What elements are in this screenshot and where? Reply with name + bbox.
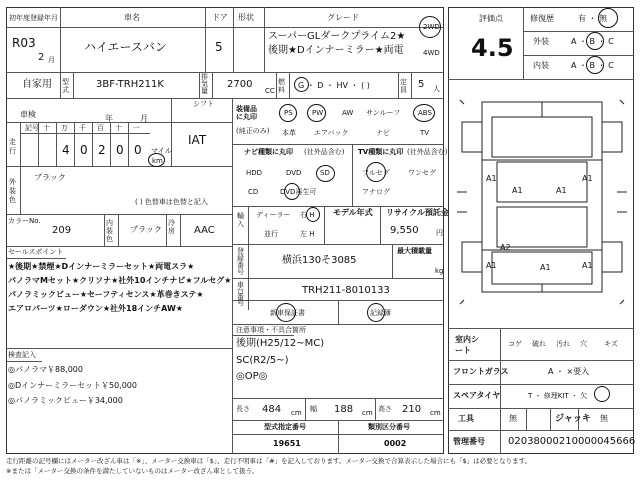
inspector-note-2: ◎Dインナーミラーセット￥50,000 bbox=[8, 381, 137, 390]
exterior-score-b-circle bbox=[586, 32, 604, 50]
tools-label: 工具 bbox=[458, 414, 474, 423]
shape-label: 形状 bbox=[238, 13, 254, 22]
import-parallel: 並行 bbox=[264, 230, 278, 238]
max-load-unit: kg bbox=[435, 267, 444, 275]
doors-value: 5 bbox=[215, 40, 223, 54]
interior-score-b-circle bbox=[586, 56, 604, 74]
displacement-label: 排気量 bbox=[201, 73, 208, 95]
equipment-item: PS bbox=[284, 109, 293, 117]
doors-label: ドア bbox=[212, 13, 228, 22]
inspection-label: 車検 bbox=[20, 110, 36, 119]
mileage-unit-header: 十 bbox=[115, 124, 122, 132]
sales-point-3: パノラミックビュー★セーフティセンス★革巻きステ★ bbox=[8, 290, 204, 299]
mileage-digit: 2 bbox=[98, 143, 106, 157]
navi-item: DVD bbox=[286, 169, 302, 177]
import-label: 輸入 bbox=[237, 212, 244, 228]
recycle-unit: 円 bbox=[436, 229, 443, 237]
shift-value: IAT bbox=[188, 133, 207, 147]
grade-label: グレード bbox=[327, 13, 359, 22]
first-reg-label: 初年度登録年月 bbox=[9, 14, 58, 22]
damage-mark-1: A1 bbox=[486, 174, 497, 183]
drive-4wd: 4WD bbox=[423, 49, 440, 57]
spare-tire-options: T ・ 修理KIT ・ 欠 bbox=[528, 392, 588, 400]
interior-score-label: 内装 bbox=[533, 61, 549, 70]
type-label: 型式 bbox=[62, 78, 69, 94]
equipment-item: AW bbox=[342, 109, 354, 117]
usage-value: 自家用 bbox=[22, 79, 52, 90]
capacity-label: 定員 bbox=[400, 78, 407, 94]
equipment-item: PW bbox=[312, 109, 324, 117]
tv-fullseg-circle bbox=[366, 162, 386, 182]
doc-record-circle bbox=[367, 303, 385, 322]
import-right-circle bbox=[306, 207, 320, 222]
model-name-label: 車名 bbox=[124, 13, 140, 22]
height-unit: cm bbox=[430, 409, 441, 417]
navi-item: CD bbox=[248, 188, 259, 196]
seat-item: キズ bbox=[604, 340, 618, 348]
notes-title: 注意事項・不具合箇所 bbox=[236, 326, 306, 334]
mileage-unit-header: 万 bbox=[61, 124, 68, 132]
front-glass-label: フロントガラス bbox=[453, 367, 509, 376]
note-line-2: SC(R2/5~) bbox=[236, 355, 289, 366]
model-name: ハイエースバン bbox=[84, 40, 167, 54]
tools-value: 無 bbox=[509, 414, 517, 423]
damage-mark-5: A1 bbox=[486, 261, 497, 270]
rating-label: 評価点 bbox=[479, 14, 503, 23]
tv-item: アナログ bbox=[362, 188, 390, 196]
management-label: 管理番号 bbox=[453, 437, 485, 446]
jack-label: ジャッキ bbox=[555, 414, 591, 424]
tv-title: TV種類に丸印 bbox=[358, 148, 404, 156]
seat-item: コゲ bbox=[508, 340, 522, 348]
first-reg-month: 2 bbox=[38, 52, 45, 63]
mileage-unit-header: 千 bbox=[79, 124, 86, 132]
seat-item: 破れ bbox=[532, 340, 546, 348]
equipment-item: 本革 bbox=[282, 129, 296, 137]
repair-options: 有 ・ 無 bbox=[578, 14, 608, 23]
navi-sd-circle bbox=[316, 165, 335, 182]
inspection-month: 月 bbox=[140, 114, 148, 123]
equip-ps-circle bbox=[279, 104, 297, 122]
equipment-item: ABS bbox=[418, 109, 432, 117]
equipment-item: ナビ bbox=[376, 129, 390, 137]
type-value: 3BF-TRH211K bbox=[96, 79, 164, 90]
mileage-digit: 0 bbox=[116, 143, 124, 157]
spare-tire-circle bbox=[594, 386, 610, 402]
damage-mark-7: A2 bbox=[500, 243, 511, 252]
mileage-digit: 4 bbox=[62, 143, 70, 157]
mileage-km-circle bbox=[148, 153, 165, 167]
color-code-label: カラーNo. bbox=[8, 217, 41, 225]
doc-manual: 新車保証書 bbox=[270, 309, 305, 317]
repair-none-circle bbox=[598, 8, 618, 28]
interior-seat-label: 室内シート bbox=[455, 335, 479, 355]
height-value: 210 bbox=[402, 404, 422, 415]
navi-item: DVD再生可 bbox=[280, 188, 317, 196]
grade-line-1: スーパーGLダークプライム2★ bbox=[268, 31, 406, 42]
exterior-color-note: ( ) 色替車は色替と記入 bbox=[135, 198, 208, 206]
chassis-label: 車台番号 bbox=[237, 281, 244, 307]
import-dealer: ディーラー bbox=[256, 211, 291, 219]
mileage-digit: 0 bbox=[80, 143, 88, 157]
tv-item: フルセグ bbox=[362, 169, 390, 177]
footer-line-1: 走行距離の記号欄にはメーター改ざん車は「※」、メーター交換車は「$」、走行不明車は「#」を記入しております。メーター交換で合算表示した場合にも「$」は必要となります。 bbox=[6, 457, 532, 465]
plate-label: 登録番号 bbox=[237, 247, 244, 276]
recycle-label: リサイクル預託金 bbox=[386, 208, 449, 217]
exterior-score-label: 外装 bbox=[533, 37, 549, 46]
plate-value: 横浜130そ3085 bbox=[282, 255, 357, 266]
import-left-h: 左 H bbox=[300, 230, 315, 238]
damage-mark-3: A1 bbox=[512, 186, 523, 195]
repair-label: 修復歴 bbox=[530, 14, 554, 23]
interior-color-value: ブラック bbox=[130, 225, 162, 234]
tv-item: ワンセグ bbox=[408, 169, 436, 177]
length-value: 484 bbox=[262, 404, 282, 415]
interior-color-label: 内装色 bbox=[106, 219, 113, 243]
rating-value: 4.5 bbox=[471, 34, 514, 62]
sales-point-4: エアロパーツ★ローダウン★社外18インチAW★ bbox=[8, 304, 183, 313]
fuel-label: 燃料 bbox=[278, 78, 285, 94]
navi-title: ナビ種類に丸印 bbox=[244, 148, 293, 156]
ac-value: AAC bbox=[194, 225, 215, 236]
sales-points-title: セールスポイント bbox=[8, 248, 64, 256]
height-label: 高さ bbox=[378, 405, 392, 413]
class-code-label: 類別区分番号 bbox=[368, 423, 410, 431]
inspection-year: 年 bbox=[105, 114, 113, 123]
front-glass-options: A ・ ×要入 bbox=[548, 367, 590, 376]
equipment-item: TV bbox=[420, 129, 430, 137]
note-line-1: 後期(H25/12~MC) bbox=[236, 338, 325, 349]
equip-pw-circle bbox=[307, 104, 326, 122]
doc-manual-circle bbox=[276, 303, 296, 322]
fuel-options: G ・ D ・ HV ・ ( ) bbox=[298, 81, 370, 90]
tv-sub: (社外品含む) bbox=[407, 148, 448, 156]
ac-label: 冷房 bbox=[168, 219, 175, 235]
doc-record: 記録簿 bbox=[370, 309, 391, 317]
import-right-h: 右 H bbox=[300, 211, 315, 219]
width-unit: cm bbox=[362, 409, 373, 417]
color-code-value: 209 bbox=[52, 225, 72, 236]
damage-mark-8: A1 bbox=[540, 263, 551, 272]
management-number: 02038000210000045666 bbox=[508, 436, 636, 447]
interior-score-options: A ・ B ・ C bbox=[571, 61, 614, 70]
chassis-value: TRH211-8010133 bbox=[302, 285, 390, 296]
max-load-label: 最大積載量 bbox=[397, 247, 432, 255]
exterior-color-value: ブラック bbox=[34, 173, 66, 182]
displacement-value: 2700 bbox=[227, 79, 253, 90]
equipment-sub: (純正のみ) bbox=[236, 127, 270, 135]
month-unit: 月 bbox=[48, 56, 55, 64]
drive-2wd-circle bbox=[419, 16, 441, 38]
exterior-score-options: A ・ B ・ C bbox=[571, 37, 614, 46]
vehicle-damage-diagram bbox=[452, 82, 632, 322]
spare-tire-label: スペアタイヤ bbox=[453, 391, 501, 400]
damage-mark-4: A1 bbox=[556, 186, 567, 195]
width-value: 188 bbox=[334, 404, 354, 415]
mileage-unit-header: 百 bbox=[97, 124, 104, 132]
sales-point-2: パノラマMセット★クリソナ★社外10インチナビ★フルセグ★ bbox=[8, 276, 232, 285]
jack-value: 無 bbox=[600, 414, 608, 423]
model-code-label: 型式指定番号 bbox=[264, 423, 306, 431]
damage-mark-2: A1 bbox=[582, 174, 593, 183]
navi-item: SD bbox=[320, 169, 330, 177]
drive-2wd: 2WD bbox=[423, 23, 440, 31]
inspector-note-1: ◎パノラマ￥88,000 bbox=[8, 365, 83, 374]
length-label: 長さ bbox=[236, 405, 250, 413]
equipment-item: サンルーフ bbox=[366, 109, 401, 117]
equip-abs-circle bbox=[413, 104, 435, 122]
inspector-note-3: ◎パノラミックビュー￥34,000 bbox=[8, 396, 123, 405]
mileage-unit-header: 一 bbox=[133, 124, 140, 132]
model-year-label: モデル年式 bbox=[333, 208, 373, 217]
capacity-value: 5 bbox=[418, 79, 425, 90]
grade-line-2: 後期★Dインナーミラー★両電 bbox=[268, 45, 404, 56]
navi-item: HDD bbox=[246, 169, 263, 177]
width-label: 幅 bbox=[310, 405, 317, 413]
exterior-color-label: 外装色 bbox=[9, 178, 16, 204]
damage-mark-6: A1 bbox=[582, 261, 593, 270]
class-code-value: 0002 bbox=[384, 439, 407, 448]
mileage-unit-km: km bbox=[152, 157, 163, 165]
mileage-label: 走行 bbox=[9, 138, 16, 155]
length-unit: cm bbox=[291, 409, 302, 417]
mileage-unit-header: 記号 bbox=[25, 124, 39, 132]
capacity-unit: 人 bbox=[433, 85, 440, 93]
fuel-gasoline-circle bbox=[294, 77, 309, 92]
mileage-digit: 0 bbox=[134, 143, 142, 157]
seat-item: 汚れ bbox=[556, 340, 570, 348]
footer-line-2: ※または「メーター交換の条件を満たしていないものはメーター改ざん車として扱う。 bbox=[6, 467, 259, 475]
note-line-3: ◎OP◎ bbox=[236, 371, 268, 382]
displacement-unit: CC bbox=[265, 87, 275, 95]
first-reg-year: R03 bbox=[12, 36, 36, 50]
inspector-notes-title: 検査記入 bbox=[8, 351, 36, 359]
sales-point-1: ★後期★禁煙★Dインナーミラーセット★両電スラ★ bbox=[8, 262, 195, 271]
mileage-unit-mile: マイル bbox=[151, 147, 172, 155]
model-code-value: 19651 bbox=[273, 439, 301, 448]
navi-sub: (社外品含む) bbox=[304, 148, 345, 156]
seat-item: 穴 bbox=[580, 340, 587, 348]
mileage-unit-header: 十 bbox=[43, 124, 50, 132]
navi-dvd-play-circle bbox=[284, 183, 300, 200]
recycle-value: 9,550 bbox=[390, 225, 419, 236]
equipment-title: 装備品に丸印 bbox=[236, 105, 257, 121]
shift-label: シフト bbox=[193, 100, 214, 108]
equipment-item: エアバック bbox=[314, 129, 349, 137]
